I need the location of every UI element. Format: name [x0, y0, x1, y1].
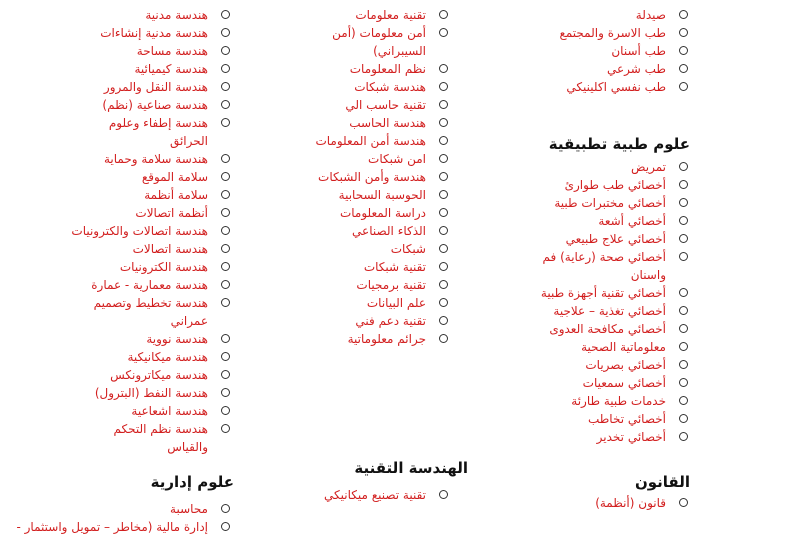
item-label: أنظمة اتصالات: [135, 206, 208, 220]
item-label: امن شبكات: [368, 152, 426, 166]
it-list: [273, 6, 448, 348]
middle-column: [273, 0, 468, 504]
item-label: هندسة إطفاء وعلوم الحرائق: [108, 116, 208, 148]
bullet-icon: [221, 334, 230, 343]
list-item: [70, 150, 230, 168]
bullet-icon: [221, 208, 230, 217]
item-label: صيدلة: [635, 8, 666, 22]
list-item: [273, 258, 448, 276]
list-item: [70, 258, 230, 276]
list-item: [508, 494, 688, 512]
bullet-icon: [221, 352, 230, 361]
item-label: طب نفسي اكلينيكي: [566, 80, 666, 94]
bullet-icon: [221, 244, 230, 253]
list-item: [508, 410, 688, 428]
list-item: [508, 230, 688, 248]
item-label: طب أسنان: [611, 44, 666, 58]
item-label: هندسة مدنية: [145, 8, 208, 22]
bullet-icon: [221, 504, 230, 513]
bullet-icon: [679, 414, 688, 423]
bullet-icon: [439, 244, 448, 253]
bullet-icon: [221, 280, 230, 289]
item-label: هندسة تخطيط وتصميم عمراني: [93, 296, 208, 328]
bullet-icon: [439, 100, 448, 109]
bullet-icon: [679, 180, 688, 189]
bullet-icon: [679, 498, 688, 507]
applied-medical-list: [508, 158, 688, 446]
list-item: [273, 204, 448, 222]
bullet-icon: [439, 136, 448, 145]
list-item: [508, 158, 688, 176]
item-label: أخصائي تخاطب: [587, 412, 666, 426]
item-label: أخصائي تخدير: [596, 430, 666, 444]
section-heading-technical-engineering: الهندسة التقنية: [354, 459, 468, 477]
list-item: [70, 186, 230, 204]
bullet-icon: [221, 28, 230, 37]
bullet-icon: [221, 46, 230, 55]
item-label: أخصائي تقنية أجهزة طبية: [540, 286, 666, 300]
bullet-icon: [439, 298, 448, 307]
list-item: [508, 24, 688, 42]
bullet-icon: [679, 360, 688, 369]
bullet-icon: [439, 154, 448, 163]
item-label: الحوسبة السحابية: [338, 188, 426, 202]
item-label: سلامة أنظمة: [144, 188, 208, 202]
item-label: طب شرعي: [607, 62, 666, 76]
bullet-icon: [221, 424, 230, 433]
bullet-icon: [221, 154, 230, 163]
list-item: [70, 420, 230, 456]
item-label: طب الاسرة والمجتمع: [559, 26, 666, 40]
item-label: تقنية معلومات: [355, 8, 426, 22]
item-label: هندسة صناعية (نظم): [102, 98, 208, 112]
list-item: [70, 348, 230, 366]
list-item: [70, 222, 230, 240]
item-label: هندسة مساحة: [136, 44, 208, 58]
list-item: [70, 96, 230, 114]
item-label: هندسة شبكات: [354, 80, 426, 94]
list-item: [508, 6, 688, 24]
list-item: [273, 276, 448, 294]
list-item: [508, 356, 688, 374]
list-item: [70, 330, 230, 348]
bullet-icon: [439, 172, 448, 181]
item-label: معلوماتية الصحية: [581, 340, 666, 354]
bullet-icon: [439, 262, 448, 271]
list-item: [316, 24, 448, 60]
list-item: [273, 114, 448, 132]
bullet-icon: [679, 10, 688, 19]
item-label: هندسة ميكانيكية: [127, 350, 208, 364]
bullet-icon: [439, 82, 448, 91]
item-label: أخصائي أشعة: [598, 214, 666, 228]
list-item: [508, 42, 688, 60]
list-item: [508, 60, 688, 78]
list-item: [273, 222, 448, 240]
bullet-icon: [679, 288, 688, 297]
bullet-icon: [679, 306, 688, 315]
bullet-icon: [679, 28, 688, 37]
item-label: دراسة المعلومات: [339, 206, 426, 220]
law-list: [508, 494, 688, 512]
list-item: [70, 60, 230, 78]
left-column: [16, 0, 234, 536]
item-label: هندسة مدنية إنشاءات: [100, 26, 208, 40]
item-label: هندسة ميكاترونكس: [110, 368, 208, 382]
list-item: [508, 392, 688, 410]
list-item: [508, 284, 688, 302]
bullet-icon: [439, 10, 448, 19]
list-item: [273, 96, 448, 114]
bullet-icon: [679, 324, 688, 333]
item-label: هندسة سلامة وحماية: [103, 152, 208, 166]
bullet-icon: [679, 252, 688, 261]
bullet-icon: [439, 28, 448, 37]
list-item: [70, 276, 230, 294]
bullet-icon: [679, 396, 688, 405]
item-label: أخصائي مكافحة العدوى: [549, 322, 666, 336]
list-item: [273, 6, 448, 24]
item-label: هندسة اتصالات والكترونيات: [71, 224, 208, 238]
item-label: الذكاء الصناعي: [352, 224, 426, 238]
item-label: تقنية برمجيات: [356, 278, 426, 292]
bullet-icon: [439, 64, 448, 73]
list-item: [508, 194, 688, 212]
section-heading-law: القانون: [634, 473, 690, 491]
item-label: أخصائي تغذية – علاجية: [553, 304, 666, 318]
item-label: هندسة نووية: [146, 332, 208, 346]
list-item: [70, 204, 230, 222]
item-label: إدارة مالية (مخاطر – تمويل واستثمار -: [16, 520, 208, 534]
list-item: [70, 384, 230, 402]
item-label: أخصائي سمعيات: [582, 376, 666, 390]
item-label: خدمات طبية طارئة: [571, 394, 666, 408]
list-item: [70, 366, 230, 384]
item-label: محاسبة: [170, 502, 208, 516]
item-label: هندسة النفط (البترول): [94, 386, 208, 400]
bullet-icon: [221, 406, 230, 415]
bullet-icon: [221, 522, 230, 531]
list-item: [70, 24, 230, 42]
list-item: [70, 114, 230, 150]
bullet-icon: [679, 432, 688, 441]
item-label: علم البيانات: [366, 296, 426, 310]
bullet-icon: [679, 378, 688, 387]
bullet-icon: [439, 118, 448, 127]
administrative-list: [16, 500, 230, 536]
list-item: [508, 176, 688, 194]
list-item: [273, 168, 448, 186]
bullet-icon: [679, 64, 688, 73]
list-item: [508, 212, 688, 230]
list-item: [86, 294, 230, 330]
list-item: [508, 374, 688, 392]
item-label: تقنية دعم فني: [355, 314, 426, 328]
item-label: هندسة الكترونيات: [119, 260, 208, 274]
item-label: أمن معلومات (أمن السيبراني): [332, 26, 426, 58]
bullet-icon: [679, 162, 688, 171]
item-label: تقنية شبكات: [363, 260, 426, 274]
item-label: قانون (أنظمة): [595, 496, 666, 510]
bullet-icon: [221, 298, 230, 307]
item-label: هندسة الحاسب: [349, 116, 426, 130]
bullet-icon: [679, 216, 688, 225]
list-item: [273, 330, 448, 348]
bullet-icon: [221, 82, 230, 91]
item-label: جرائم معلوماتية: [347, 332, 426, 346]
bullet-icon: [679, 82, 688, 91]
item-label: تمريض: [631, 160, 666, 174]
list-item: [273, 186, 448, 204]
bullet-icon: [439, 490, 448, 499]
list-item: [273, 294, 448, 312]
item-label: هندسة كيميائية: [134, 62, 208, 76]
item-label: هندسة أمن المعلومات: [315, 134, 426, 148]
item-label: شبكات: [390, 242, 426, 256]
bullet-icon: [221, 172, 230, 181]
bullet-icon: [439, 280, 448, 289]
bullet-icon: [679, 46, 688, 55]
bullet-icon: [221, 370, 230, 379]
list-item: [70, 402, 230, 420]
list-item: [273, 78, 448, 96]
bullet-icon: [221, 262, 230, 271]
list-item: [538, 248, 688, 284]
bullet-icon: [221, 226, 230, 235]
list-item: [273, 240, 448, 258]
item-label: تقنية تصنيع ميكانيكي: [323, 488, 426, 502]
list-item: [508, 320, 688, 338]
bullet-icon: [679, 234, 688, 243]
list-item: [273, 312, 448, 330]
section-heading-applied-medical: علوم طبية تطبيقية: [548, 135, 690, 153]
list-item: [273, 150, 448, 168]
list-item: [273, 486, 448, 504]
item-label: هندسة اتصالات: [132, 242, 208, 256]
bullet-icon: [679, 198, 688, 207]
engineering-list: [70, 6, 230, 456]
item-label: أخصائي صحة (رعاية) فم واسنان: [542, 250, 666, 282]
bullet-icon: [221, 190, 230, 199]
bullet-icon: [679, 342, 688, 351]
list-item: [70, 78, 230, 96]
medicine-list: [508, 6, 688, 96]
section-heading-administrative: علوم إدارية: [150, 473, 234, 491]
item-label: نظم المعلومات: [349, 62, 426, 76]
list-item: [16, 518, 230, 536]
item-label: هندسة معمارية - عمارة: [91, 278, 208, 292]
bullet-icon: [221, 64, 230, 73]
item-label: أخصائي طب طوارئ: [564, 178, 666, 192]
list-item: [273, 132, 448, 150]
item-label: هندسة نظم التحكم والقياس: [113, 422, 208, 454]
bullet-icon: [221, 118, 230, 127]
list-item: [508, 428, 688, 446]
item-label: تقنية حاسب الي: [345, 98, 426, 112]
technical-engineering-list: [273, 486, 448, 504]
bullet-icon: [439, 334, 448, 343]
bullet-icon: [439, 208, 448, 217]
list-item: [273, 60, 448, 78]
bullet-icon: [439, 316, 448, 325]
bullet-icon: [221, 100, 230, 109]
list-item: [70, 500, 230, 518]
item-label: هندسة اشعاعية: [131, 404, 208, 418]
list-item: [70, 6, 230, 24]
right-column: [508, 0, 688, 512]
item-label: أخصائي مختبرات طبية: [554, 196, 666, 210]
bullet-icon: [221, 388, 230, 397]
item-label: سلامة الموقع: [141, 170, 208, 184]
list-item: [70, 42, 230, 60]
bullet-icon: [439, 190, 448, 199]
item-label: هندسة وأمن الشبكات: [318, 170, 426, 184]
list-item: [70, 168, 230, 186]
bullet-icon: [439, 226, 448, 235]
list-item: [508, 302, 688, 320]
item-label: أخصائي بصريات: [585, 358, 666, 372]
list-item: [508, 338, 688, 356]
item-label: هندسة النقل والمرور: [103, 80, 208, 94]
list-item: [70, 240, 230, 258]
list-item: [508, 78, 688, 96]
item-label: أخصائي علاج طبيعي: [565, 232, 666, 246]
bullet-icon: [221, 10, 230, 19]
